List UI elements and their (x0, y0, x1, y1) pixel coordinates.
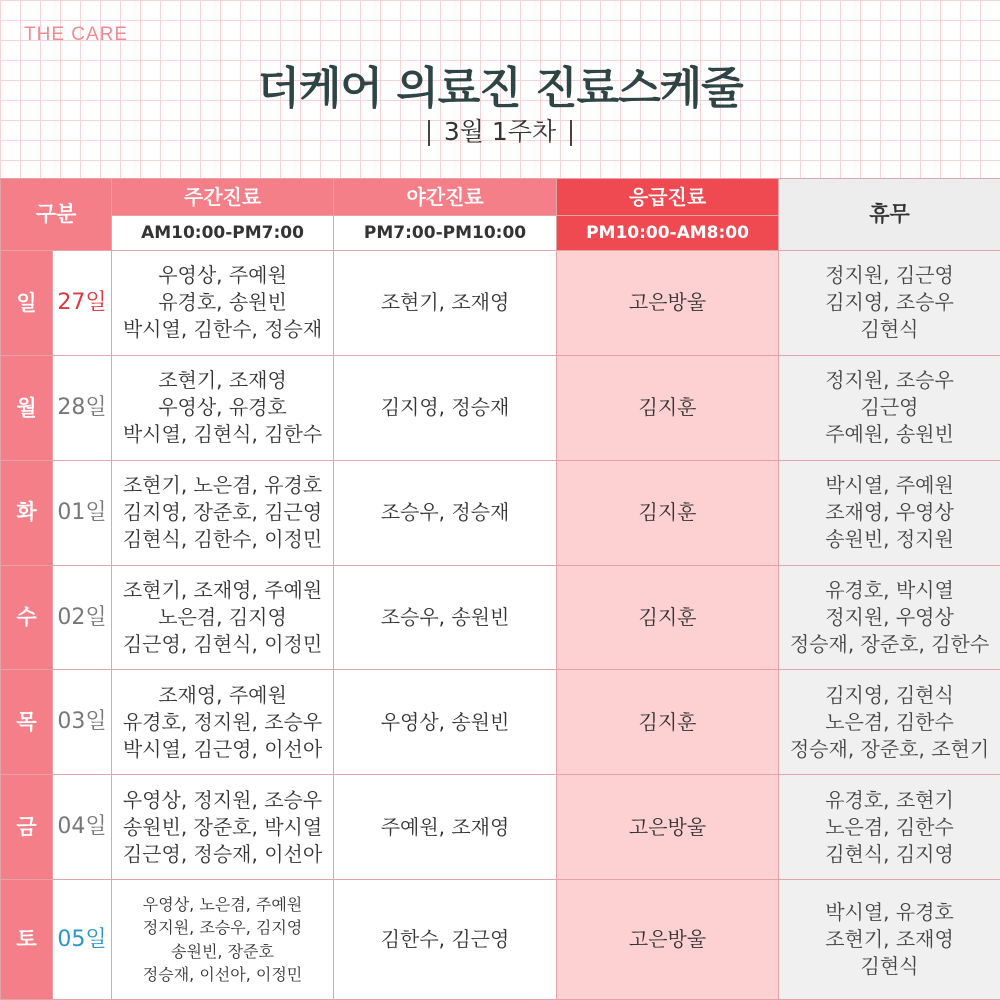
day-shift-staff-line: 노은겸, 김지영 (158, 604, 287, 629)
schedule-table (0, 178, 1000, 1000)
day-shift-staff-line: 우영상, 정지원, 조승우 (122, 787, 323, 812)
night-shift-cell: 김지영, 정승재 (334, 355, 557, 460)
day-shift-staff-line: 김근영, 정승재, 이선아 (122, 841, 323, 866)
weekday-cell: 일 (1, 251, 53, 356)
emergency-cell: 고은방울 (557, 251, 779, 356)
off-staff-line: 박시열, 주예원 (825, 473, 954, 498)
date-cell: 27일 (53, 251, 112, 356)
day-shift-staff-line: 조재영, 주예원 (158, 682, 287, 707)
day-shift-cell (112, 565, 334, 670)
weekday-cell: 수 (1, 565, 53, 670)
day-shift-staff-line: 김현식, 김한수, 이정민 (122, 527, 323, 552)
brand-logo-text: THE CARE (24, 24, 129, 45)
day-shift-cell (112, 880, 334, 1000)
off-staff-line: 김현식 (860, 954, 919, 979)
date-cell: 02일 (53, 565, 112, 670)
day-shift-staff-line: 정승재, 이선아, 이정민 (142, 964, 303, 984)
day-shift-staff-line: 조현기, 조재영 (158, 368, 287, 393)
date-cell: 03일 (53, 670, 112, 775)
date-cell: 01일 (53, 460, 112, 565)
off-staff-line: 조현기, 조재영 (825, 927, 954, 952)
day-shift-staff-line: 박시열, 김현식, 김한수 (122, 422, 323, 447)
weekday-cell: 금 (1, 775, 53, 880)
off-staff-line: 유경호, 조현기 (825, 787, 954, 812)
day-shift-staff-line: 김지영, 장준호, 김근영 (122, 500, 323, 525)
day-shift-staff-line: 조현기, 노은겸, 유경호 (122, 473, 323, 498)
date-cell: 28일 (53, 355, 112, 460)
night-shift-cell: 우영상, 송원빈 (334, 670, 557, 775)
table-row (1, 670, 1000, 775)
off-staff-line: 노은겸, 김한수 (825, 709, 954, 734)
day-shift-staff-line: 박시열, 김근영, 이선아 (122, 736, 323, 761)
night-shift-cell: 주예원, 조재영 (334, 775, 557, 880)
date-cell: 05일 (53, 880, 112, 1000)
off-staff-line: 송원빈, 정지원 (825, 527, 954, 552)
day-shift-staff-line: 우영상, 노은겸, 주예원 (142, 895, 303, 915)
emergency-cell: 김지훈 (557, 670, 779, 775)
off-cell (779, 775, 1000, 880)
off-staff-line: 유경호, 박시열 (825, 577, 954, 602)
off-staff-line: 김근영 (860, 395, 919, 420)
day-shift-cell (112, 251, 334, 356)
day-shift-staff-line: 조현기, 조재영, 주예원 (122, 577, 323, 602)
date-cell: 04일 (53, 775, 112, 880)
off-staff-line: 조재영, 우영상 (825, 500, 954, 525)
night-shift-cell: 조승우, 송원빈 (334, 565, 557, 670)
table-row (1, 355, 1000, 460)
off-cell (779, 460, 1000, 565)
off-cell (779, 251, 1000, 356)
emergency-cell: 김지훈 (557, 565, 779, 670)
day-shift-staff-line: 우영상, 유경호 (158, 395, 287, 420)
off-cell (779, 670, 1000, 775)
table-row (1, 565, 1000, 670)
table-row (1, 775, 1000, 880)
emergency-cell: 고은방울 (557, 880, 779, 1000)
off-cell (779, 355, 1000, 460)
header-off: 휴무 (779, 179, 1000, 251)
week-label: 3월 1주차 (443, 117, 557, 146)
weekday-cell: 목 (1, 670, 53, 775)
off-staff-line: 정지원, 조승우 (825, 368, 954, 393)
emergency-cell: 고은방울 (557, 775, 779, 880)
off-staff-line: 정승재, 장준호, 조현기 (789, 736, 990, 761)
off-staff-line: 김지영, 김현식 (825, 682, 954, 707)
page-title: 더케어 의료진 진료스케줄 (257, 63, 743, 114)
off-cell (779, 880, 1000, 1000)
emergency-cell: 김지훈 (557, 355, 779, 460)
off-staff-line: 주예원, 송원빈 (825, 422, 954, 447)
off-staff-line: 노은겸, 김한수 (825, 814, 954, 839)
night-shift-cell: 김한수, 김근영 (334, 880, 557, 1000)
table-row (1, 251, 1000, 356)
day-shift-staff-line: 송원빈, 장준호, 박시열 (122, 814, 323, 839)
off-staff-line: 박시열, 유경호 (825, 900, 954, 925)
off-cell (779, 565, 1000, 670)
table-row (1, 880, 1000, 1000)
off-staff-line: 정승재, 장준호, 김한수 (789, 631, 990, 656)
day-shift-cell (112, 460, 334, 565)
header-night-shift: 야간진료 (334, 179, 557, 216)
day-shift-cell (112, 670, 334, 775)
header-night-time: PM7:00-PM10:00 (334, 216, 557, 251)
header-emergency-time: PM10:00-AM8:00 (557, 216, 779, 251)
off-staff-line: 정지원, 김근영 (825, 263, 954, 288)
off-staff-line: 정지원, 우영상 (825, 604, 954, 629)
emergency-cell: 김지훈 (557, 460, 779, 565)
table-row (1, 460, 1000, 565)
day-shift-cell (112, 775, 334, 880)
divider-left (428, 120, 430, 146)
header-day-time: AM10:00-PM7:00 (112, 216, 334, 251)
off-staff-line: 김현식 (860, 317, 919, 342)
day-shift-staff-line: 유경호, 정지원, 조승우 (122, 709, 323, 734)
off-staff-line: 김현식, 김지영 (825, 841, 954, 866)
header-emergency: 응급진료 (557, 179, 779, 216)
day-shift-staff-line: 김근영, 김현식, 이정민 (122, 631, 323, 656)
day-shift-cell (112, 355, 334, 460)
day-shift-staff-line: 정지원, 조승우, 김지영 (142, 918, 303, 938)
night-shift-cell: 조현기, 조재영 (334, 251, 557, 356)
header-division: 구분 (1, 179, 112, 251)
weekday-cell: 토 (1, 880, 53, 1000)
day-shift-staff-line: 우영상, 주예원 (158, 263, 287, 288)
header-day-shift: 주간진료 (112, 179, 334, 216)
divider-right (570, 120, 572, 146)
day-shift-staff-line: 박시열, 김한수, 정승재 (122, 317, 323, 342)
day-shift-staff-line: 송원빈, 장준호 (171, 941, 274, 961)
day-shift-staff-line: 유경호, 송원빈 (158, 290, 287, 315)
schedule-rows (1, 251, 1000, 1000)
weekday-cell: 월 (1, 355, 53, 460)
night-shift-cell: 조승우, 정승재 (334, 460, 557, 565)
page-subtitle (0, 112, 1000, 148)
weekday-cell: 화 (1, 460, 53, 565)
off-staff-line: 김지영, 조승우 (825, 290, 954, 315)
